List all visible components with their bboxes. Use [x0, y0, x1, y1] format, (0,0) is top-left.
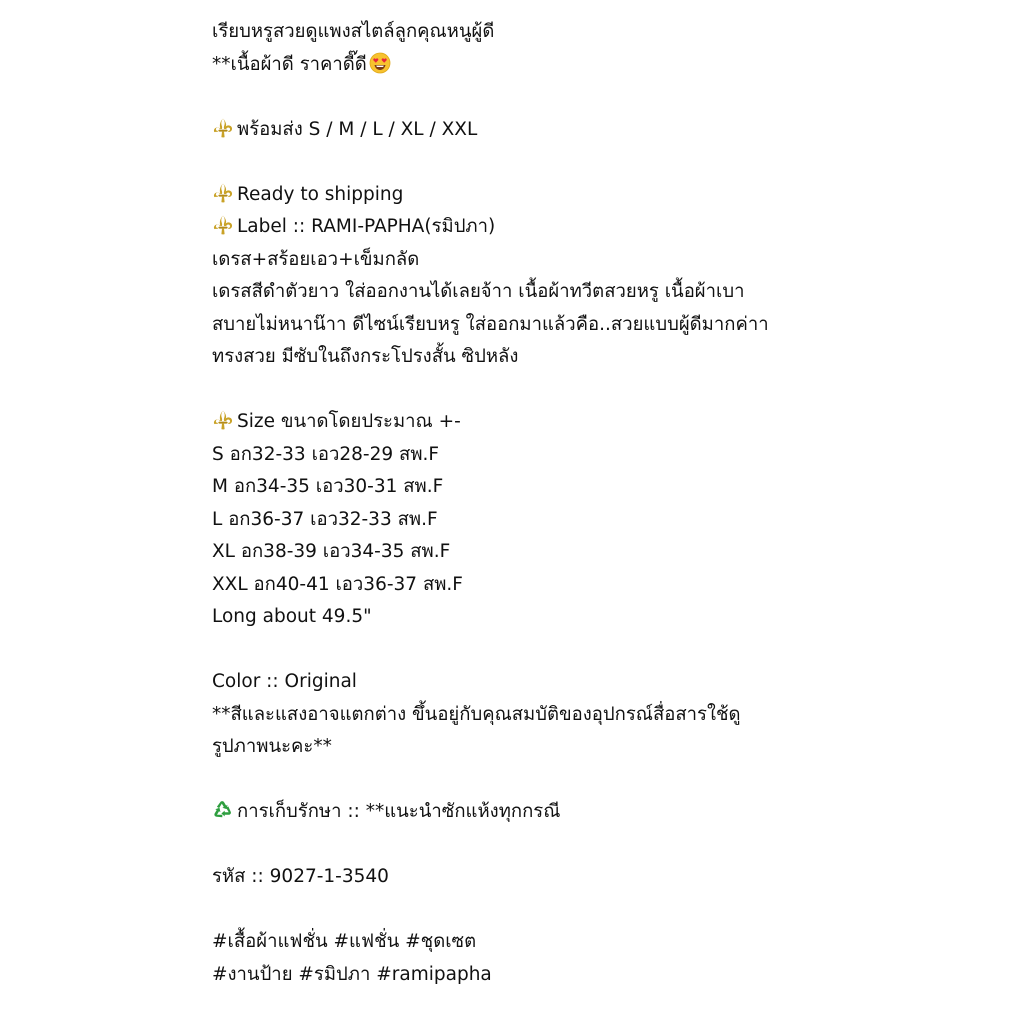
size-heading-text: Size ขนาดโดยประมาณ +- [237, 411, 461, 432]
description-line: ทรงสวย มีซับในถึงกระโปรงสั้น ซิปหลัง [212, 346, 519, 367]
spacer [212, 829, 1012, 862]
set-items: เดรส+สร้อยเอว+เข็มกลัด [212, 248, 420, 270]
hashtag-line: #งานป้าย #รมิปภา #ramipapha [212, 963, 492, 985]
spacer [212, 374, 1012, 407]
spacer [212, 81, 1012, 114]
post-subtitle [212, 49, 1012, 82]
fleur-de-lis-icon [212, 182, 234, 204]
product-code: รหัส :: 9027-1-3540 [212, 866, 389, 887]
product-post [212, 16, 1012, 991]
length-line: Long about 49.5" [212, 606, 372, 627]
ready-shipping-text: Ready to shipping [237, 183, 404, 205]
size-row: L อก36-37 เอว32-33 สพ.F [212, 508, 438, 530]
description-line: เดรสสีดำตัวยาว ใส่ออกงานได้เลยจ้าา เนื้อผ้าทวีตสวยหรู เนื้อผ้าเบา [212, 281, 745, 302]
label-text: Label :: RAMI-PAPHA(รมิปภา) [237, 216, 496, 237]
size-row: S อก32-33 เอว28-29 สพ.F [212, 443, 440, 465]
hashtag-line: #เสื้อผ้าแฟชั่น #แฟชั่น #ชุดเซต [212, 931, 477, 952]
recycle-icon [212, 799, 234, 821]
fleur-de-lis-icon [212, 214, 234, 236]
spacer [212, 894, 1012, 927]
spacer [212, 764, 1012, 797]
size-row: XXL อก40-41 เอว36-37 สพ.F [212, 573, 463, 595]
fleur-de-lis-icon [212, 409, 234, 431]
color-line: Color :: Original [212, 671, 357, 692]
size-row: M อก34-35 เอว30-31 สพ.F [212, 476, 444, 497]
care-line [212, 796, 1012, 829]
care-text: การเก็บรักษา :: **แนะนำซักแห้งทุกกรณี [237, 801, 561, 822]
size-heading-line [212, 406, 1012, 439]
heart-eyes-emoji-icon [369, 52, 391, 74]
size-row: XL อก38-39 เอว34-35 สพ.F [212, 541, 451, 562]
color-note-line: **สีและแสงอาจแตกต่าง ขึ้นอยู่กับคุณสมบัติของอุปกรณ์สื่อสารใช้ดู [212, 703, 741, 725]
ready-shipping-line [212, 179, 1012, 212]
spacer [212, 146, 1012, 179]
label-line [212, 211, 1012, 244]
ready-sizes-line [212, 114, 1012, 147]
ready-sizes-text: พร้อมส่ง S / M / L / XL / XXL [237, 118, 478, 140]
fleur-de-lis-icon [212, 117, 234, 139]
post-title: เรียบหรูสวยดูแพงสไตล์ลูกคุณหนูผู้ดี [212, 21, 495, 42]
spacer [212, 634, 1012, 667]
description-line: สบายไม่หนาน๊าา ดีไซน์เรียบหรู ใส่ออกมาแล้วคือ..สวยแบบผู้ดีมากค่าา [212, 313, 769, 335]
color-note-line: รูปภาพนะคะ** [212, 736, 332, 757]
subtitle-text: **เนื้อผ้าดี ราคาดี๊ดี [212, 53, 367, 75]
